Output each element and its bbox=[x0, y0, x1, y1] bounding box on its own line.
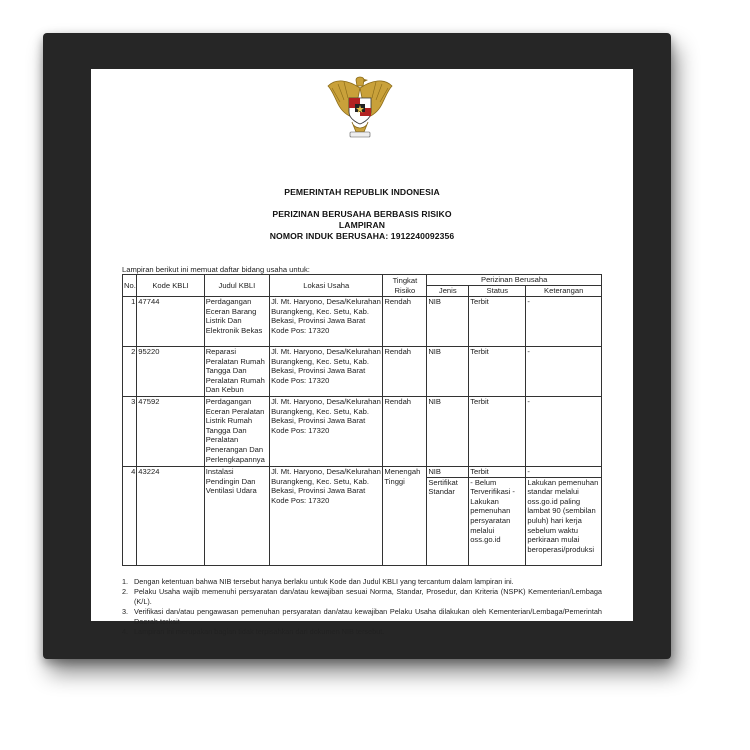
row-keterangan-2: Lakukan pemenuhan standar melalui oss.go.id paling lambat 90 (sembilan puluh) hari kerja sebelum waktu perkiraan mulai beroperasi/produksi bbox=[526, 477, 602, 565]
document-page bbox=[91, 69, 633, 636]
row-status: Terbit bbox=[469, 297, 526, 347]
row-judul-kbli: Perdagangan Eceran Barang Listrik Dan Elektronik Bekas bbox=[204, 297, 269, 347]
header-lokasi-usaha: Lokasi Usaha bbox=[270, 275, 383, 297]
row-lokasi: Jl. Mt. Haryono, Desa/Kelurahan Burangkeng, Kec. Setu, Kab. Bekasi, Provinsi Jawa Barat Kode Pos: 17320 bbox=[270, 397, 383, 467]
row-status: Terbit bbox=[469, 467, 526, 478]
row-tingkat-risiko: Rendah bbox=[383, 347, 427, 397]
row-no: 1 bbox=[123, 297, 137, 347]
row-status: Terbit bbox=[469, 347, 526, 397]
row-jenis: NIB bbox=[427, 397, 469, 467]
header-kode-kbli: Kode KBLI bbox=[137, 275, 204, 297]
header-no: No. bbox=[123, 275, 137, 297]
notes-list bbox=[122, 577, 602, 637]
table-row bbox=[123, 397, 602, 467]
header-status: Status bbox=[469, 286, 526, 297]
table-row bbox=[123, 297, 602, 347]
row-tingkat-risiko: Rendah bbox=[383, 397, 427, 467]
row-no: 2 bbox=[123, 347, 137, 397]
note-item: 3. Verifikasi dan/atau pengawasan pemenuhan persyaratan dan/atau kewajiban Pelaku Usaha dilakukan oleh Kementerian/Lembaga/Pemerintah Daerah terkait. bbox=[122, 607, 602, 626]
row-jenis: NIB bbox=[427, 467, 469, 478]
row-lokasi: Jl. Mt. Haryono, Desa/Kelurahan Burangkeng, Kec. Setu, Kab. Bekasi, Provinsi Jawa Barat Kode Pos: 17320 bbox=[270, 467, 383, 566]
header-jenis: Jenis bbox=[427, 286, 469, 297]
row-judul-kbli: Perdagangan Eceran Peralatan Listrik Rumah Tangga Dan Peralatan Penerangan Dan Perlengkapannya bbox=[204, 397, 269, 467]
row-keterangan: - bbox=[526, 467, 602, 478]
row-tingkat-risiko: Menengah Tinggi bbox=[383, 467, 427, 566]
row-lokasi: Jl. Mt. Haryono, Desa/Kelurahan Burangkeng, Kec. Setu, Kab. Bekasi, Provinsi Jawa Barat Kode Pos: 17320 bbox=[270, 297, 383, 347]
row-kode-kbli: 47744 bbox=[137, 297, 204, 347]
business-field-table bbox=[122, 274, 602, 566]
row-kode-kbli: 95220 bbox=[137, 347, 204, 397]
government-title: PEMERINTAH REPUBLIK INDONESIA bbox=[284, 187, 440, 197]
note-item: 1. Dengan ketentuan bahwa NIB tersebut hanya berlaku untuk Kode dan Judul KBLI yang tercantum dalam lampiran ini. bbox=[122, 577, 514, 586]
header-tingkat-risiko: Tingkat Risiko bbox=[383, 275, 427, 297]
header-keterangan: Keterangan bbox=[526, 286, 602, 297]
row-jenis-2: Sertifikat Standar bbox=[427, 477, 469, 565]
row-no: 4 bbox=[123, 467, 137, 566]
row-jenis: NIB bbox=[427, 297, 469, 347]
note-item: 4. Lampiran ini merupakan bagian tidak terpisahkan dari dokumen NIB tersebut. bbox=[122, 627, 385, 636]
row-status: Terbit bbox=[469, 397, 526, 467]
picture-frame bbox=[43, 33, 671, 659]
row-kode-kbli: 47592 bbox=[137, 397, 204, 467]
note-item: 2. Pelaku Usaha wajib memenuhi persyaratan dan/atau kewajiban sesuai Norma, Standar, Prosedur, dan Kriteria (NSPK) Kementerian/Lembaga (K/L). bbox=[122, 587, 602, 606]
row-tingkat-risiko: Rendah bbox=[383, 297, 427, 347]
row-kode-kbli: 43224 bbox=[137, 467, 204, 566]
intro-text: Lampiran berikut ini memuat daftar bidang usaha untuk: bbox=[122, 265, 310, 274]
row-lokasi: Jl. Mt. Haryono, Desa/Kelurahan Burangkeng, Kec. Setu, Kab. Bekasi, Provinsi Jawa Barat Kode Pos: 17320 bbox=[270, 347, 383, 397]
row-jenis: NIB bbox=[427, 347, 469, 397]
table-row bbox=[123, 347, 602, 397]
row-judul-kbli: Reparasi Peralatan Rumah Tangga Dan Peralatan Rumah Dan Kebun bbox=[204, 347, 269, 397]
row-judul-kbli: Instalasi Pendingin Dan Ventilasi Udara bbox=[204, 467, 269, 566]
table-row bbox=[123, 467, 602, 478]
row-keterangan: - bbox=[526, 297, 602, 347]
nib-number: NOMOR INDUK BERUSAHA: 1912240092356 bbox=[269, 231, 455, 241]
row-no: 3 bbox=[123, 397, 137, 467]
row-keterangan: - bbox=[526, 397, 602, 467]
row-status-2: - Belum Terverifikasi - Lakukan pemenuhan persyaratan melalui oss.go.id bbox=[469, 477, 526, 565]
row-keterangan: - bbox=[526, 347, 602, 397]
document-subtitle: PERIZINAN BERUSAHA BERBASIS RISIKO bbox=[272, 209, 452, 219]
header-perizinan-berusaha: Perizinan Berusaha bbox=[427, 275, 602, 286]
header-judul-kbli: Judul KBLI bbox=[204, 275, 269, 297]
garuda-pancasila-emblem bbox=[326, 74, 394, 140]
attachment-label: LAMPIRAN bbox=[338, 220, 386, 230]
